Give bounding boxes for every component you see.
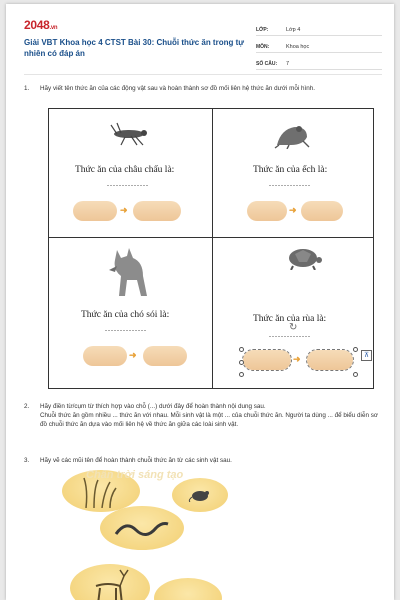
food-slot-right-selected[interactable] xyxy=(307,350,353,370)
food-slot-left-selected[interactable] xyxy=(243,350,291,370)
resize-handle[interactable] xyxy=(239,347,244,352)
meta-question-count: SỐ CÂU: 7 xyxy=(256,53,382,70)
publisher-watermark: Chân trời sáng tạo xyxy=(86,469,184,481)
meta-grade: LỚP: Lớp 4 xyxy=(256,19,382,36)
food-web-grid xyxy=(48,108,374,389)
cell-frog: Thức ăn của ếch là: .............. ➜ xyxy=(213,109,375,237)
meta-panel xyxy=(256,19,382,70)
resize-handle[interactable] xyxy=(239,360,244,365)
food-slot-left[interactable] xyxy=(73,201,117,221)
header-divider xyxy=(24,74,382,75)
resize-handle[interactable] xyxy=(353,372,358,377)
layout-options-icon[interactable]: ⊼ xyxy=(361,350,372,361)
food-slot-right[interactable] xyxy=(143,346,187,366)
page-title: Giải VBT Khoa học 4 CTST Bài 30: Chuỗi thức ăn trong tự nhiên có đáp án xyxy=(24,38,245,58)
organism-oval-mouse xyxy=(172,478,228,512)
arrow-right-icon: ➜ xyxy=(293,354,301,364)
organism-oval-snake xyxy=(100,506,184,550)
document-page xyxy=(6,4,394,600)
organism-oval-partial xyxy=(154,578,222,600)
mouse-icon xyxy=(188,488,212,502)
food-slot-right[interactable] xyxy=(301,201,343,221)
snake-icon xyxy=(112,516,172,540)
cell-wolf: Thức ăn của chó sói là: .............. ➜ xyxy=(49,238,212,390)
rotate-handle-icon[interactable]: ↻ xyxy=(289,322,298,333)
grasshopper-icon xyxy=(107,121,151,147)
food-slot-left[interactable] xyxy=(83,346,127,366)
cell-grasshopper: Thức ăn của châu chấu là: .............. ➜ xyxy=(49,109,212,237)
arrow-right-icon: ➜ xyxy=(129,350,137,360)
cell-turtle: Thức ăn của rùa là: ↻ .............. ➜ ⊼ xyxy=(213,238,375,390)
resize-handle[interactable] xyxy=(239,372,244,377)
resize-handle[interactable] xyxy=(353,347,358,352)
frog-icon xyxy=(273,121,311,149)
wolf-icon xyxy=(103,246,153,298)
question-2: 2. Hãy điền từ/cụm từ thích hợp vào chỗ (...) dưới đây để hoàn thành nội dung sau. Chuỗi thức ăn gồm nhiều ... thức ăn với nhau. Mỗi sinh vật là một ... của chuỗi thức ăn. Người ta dùng ... để biểu diễn sơ đồ chuỗi thức ăn dựa vào mối liên hệ về thức ăn giữa các loài sinh vật. xyxy=(24,403,378,428)
organism-oval-deer xyxy=(70,564,150,600)
food-slot-left[interactable] xyxy=(247,201,287,221)
question-1: 1. Hãy viết tên thức ăn của các động vật sau và hoàn thành sơ đồ mối liên hệ thức ăn dưới mỗi hình. xyxy=(24,85,316,92)
arrow-right-icon: ➜ xyxy=(289,205,297,215)
site-logo[interactable]: 2048.vn xyxy=(24,18,58,32)
question-3: 3. Hãy vẽ các mũi tên để hoàn thành chuỗi thức ăn từ các sinh vật sau. xyxy=(24,457,232,464)
meta-subject: MÔN: Khoa học xyxy=(256,36,382,53)
deer-icon xyxy=(88,568,132,600)
food-slot-right[interactable] xyxy=(133,201,181,221)
arrow-right-icon: ➜ xyxy=(120,205,128,215)
turtle-icon xyxy=(283,244,323,270)
